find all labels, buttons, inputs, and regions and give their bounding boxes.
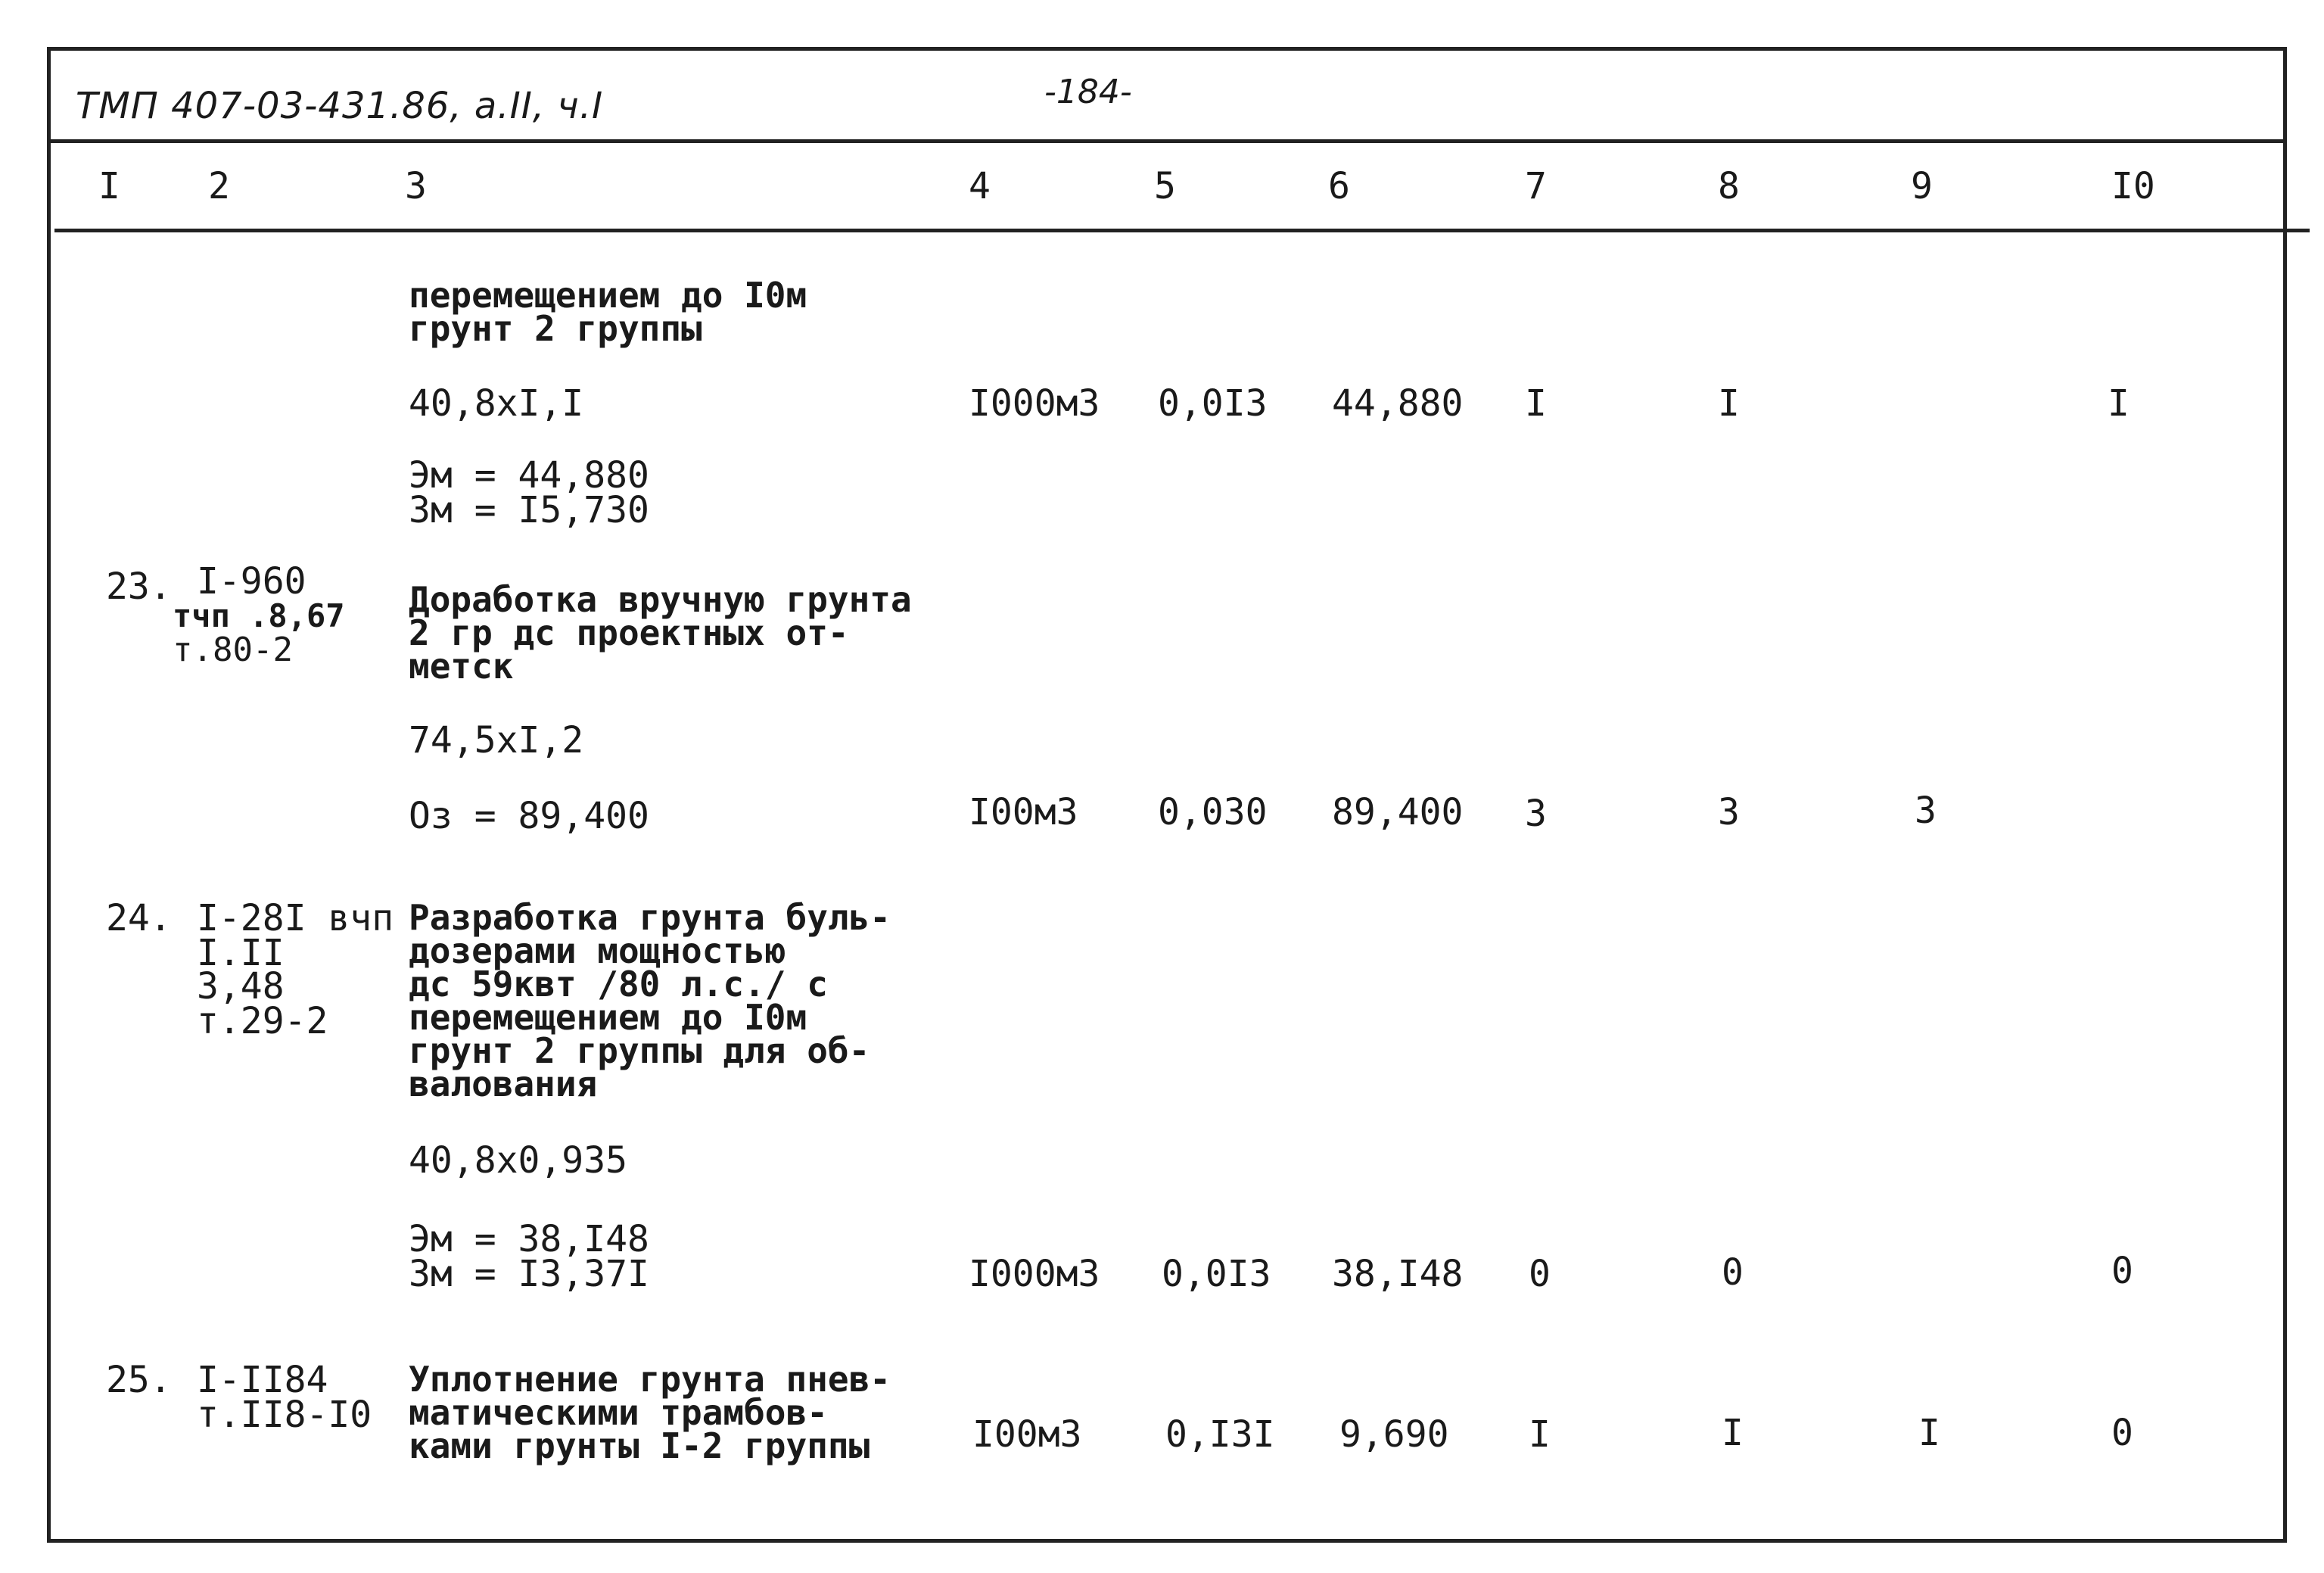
row-col6: 89,400	[1332, 791, 1464, 833]
row-col7: 0	[1529, 1253, 1551, 1295]
column-number: I0	[2111, 165, 2155, 207]
row-col10: 0	[2111, 1250, 2133, 1292]
row-number: 24.	[106, 897, 172, 939]
column-number: 3	[405, 165, 427, 207]
row-col5: 0,0I3	[1162, 1253, 1271, 1295]
column-number: 4	[969, 165, 991, 207]
row-col6: 38,I48	[1332, 1253, 1464, 1295]
row-description-line: дозерами мощностью	[409, 930, 786, 971]
row-col7: I	[1525, 382, 1547, 425]
row-description-line: Доработка вручную грунта	[409, 579, 912, 620]
header-divider	[47, 139, 2287, 143]
row-description-line: Уплотнение грунта пнев-	[409, 1359, 891, 1400]
row-unit: I000м3	[969, 382, 1100, 425]
row-number: 23.	[106, 565, 172, 608]
row-formula: 74,5xI,2	[409, 719, 584, 762]
row-col10: I	[2108, 382, 2130, 425]
row-description-line: грунт 2 группы для об-	[409, 1030, 870, 1071]
column-number: 7	[1525, 165, 1547, 207]
row-col9: I	[1918, 1412, 1940, 1454]
row-code-line: т.II8-I0	[197, 1394, 372, 1436]
row-extra-line: Зм = I5,730	[409, 489, 649, 531]
row-formula: 40,8xI,I	[409, 382, 584, 425]
column-number: 2	[208, 165, 230, 207]
row-code-line: I-28I вчп	[197, 897, 394, 939]
row-code-line: т.80-2	[173, 631, 293, 669]
row-code-line: т.29-2	[197, 1000, 328, 1042]
row-code-line: 3,48	[197, 965, 285, 1008]
row-formula: 40,8x0,935	[409, 1139, 627, 1182]
row-unit: I000м3	[969, 1253, 1100, 1295]
row-formula: Оз = 89,400	[409, 795, 649, 837]
row-code-line: I-960	[197, 560, 306, 603]
page-number: -184-	[1044, 73, 1132, 111]
row-col9: 3	[1915, 790, 1937, 832]
row-col5: 0,0I3	[1158, 382, 1268, 425]
row-extra-line: Эм = 44,880	[409, 454, 649, 497]
row-description-line: Разработка грунта буль-	[409, 897, 891, 938]
row-unit: I00м3	[972, 1413, 1082, 1456]
row-col7: I	[1529, 1413, 1551, 1456]
row-col8: 0	[1722, 1251, 1744, 1294]
row-description-line: перемещением до I0м	[409, 275, 807, 316]
row-description-line: валования	[409, 1064, 598, 1104]
column-number: 6	[1328, 165, 1350, 207]
row-description-line: дс 59квт /80 л.с./ с	[409, 964, 828, 1005]
row-col8: I	[1718, 382, 1740, 425]
row-col8: 3	[1718, 791, 1740, 833]
row-unit: I00м3	[969, 791, 1078, 833]
column-number: 5	[1154, 165, 1176, 207]
row-description-line: ками грунты I-2 группы	[409, 1425, 870, 1466]
column-number: 8	[1718, 165, 1740, 207]
row-code-line: I.II	[197, 932, 285, 974]
row-description-line: метск	[409, 646, 514, 687]
column-number: 9	[1911, 165, 1933, 207]
column-header-divider	[54, 229, 2310, 232]
row-code-line: I-II84	[197, 1359, 328, 1401]
row-description-line: грунт 2 группы	[409, 308, 702, 349]
row-description-line: матическими трамбов-	[409, 1392, 828, 1433]
column-number: I	[98, 165, 120, 207]
row-col10: 0	[2111, 1412, 2133, 1454]
row-col6: 9,690	[1339, 1413, 1449, 1456]
row-col5: 0,030	[1158, 791, 1268, 833]
row-description-line: 2 гр дс проектных от-	[409, 612, 849, 653]
row-extra-line: Эм = 38,I48	[409, 1218, 649, 1260]
row-extra-line: Зм = I3,37I	[409, 1253, 649, 1295]
row-col8: I	[1722, 1412, 1744, 1454]
row-col6: 44,880	[1332, 382, 1464, 425]
row-description-line: перемещением до I0м	[409, 997, 807, 1038]
row-code-line: тчп .8,67	[173, 597, 345, 634]
row-col5: 0,I3I	[1165, 1413, 1275, 1456]
row-number: 25.	[106, 1359, 172, 1401]
row-col7: 3	[1525, 793, 1547, 835]
document-code: ТМП 407-03-431.86, а.II, ч.I	[76, 85, 604, 127]
